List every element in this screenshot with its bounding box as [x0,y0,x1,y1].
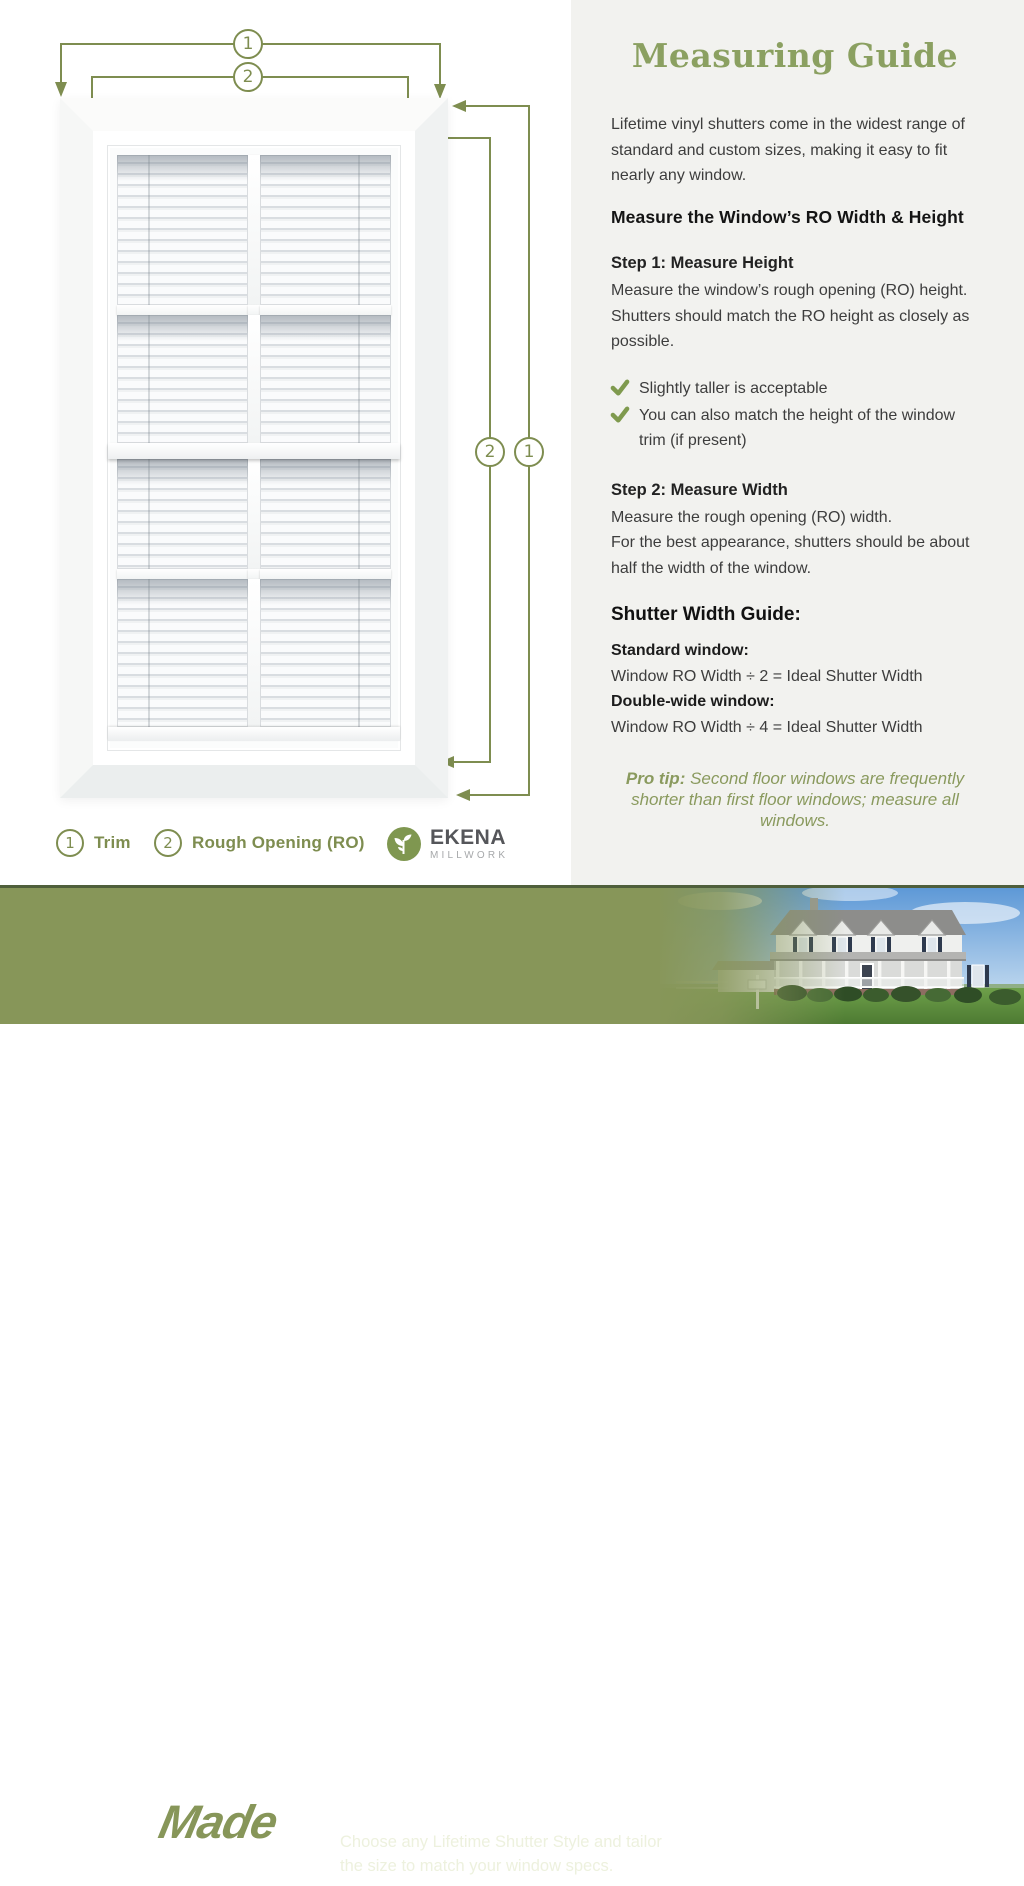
intro-paragraph: Lifetime vinyl shutters come in the widest range of standard and custom sizes, making it easy to fit nearly any window. [611,116,965,184]
mullion [248,459,260,569]
step1-body: Measure the window’s rough opening (RO) height. Shutters should match the RO height as closely as possible. [611,282,970,350]
logo-made-box [146,1793,295,1852]
banner-top-line [0,885,1024,888]
step1-heading: Step 1: Measure Height [611,254,794,272]
window-sill [108,727,400,741]
pro-tip [611,768,979,831]
logo-text-tailor: Tailor [28,1796,149,1849]
callout-2-right [475,437,505,467]
brand-banner [0,885,1024,1885]
callout-1-top [233,29,263,59]
width-guide-heading: Shutter Width Guide: [611,604,801,625]
brand-subtitle: MILLWORK [430,850,509,861]
window-diagram-panel [0,0,571,885]
arrow-left-icon [452,100,466,112]
check-item [611,376,979,402]
brand-name: EKENA [430,826,507,849]
rough-opening [93,131,415,765]
legend-circle-1 [56,829,84,857]
window-pane [117,315,248,443]
width-guide-rows [611,638,979,740]
arrow-left-icon [456,789,470,801]
width-guide-label: Standard window: [611,642,749,659]
upper-sash [117,155,391,443]
mullion [248,569,260,579]
legend-item-trim [56,829,131,857]
window-pane [260,315,391,443]
muntin-rail [117,305,248,315]
arrow-down-icon [434,84,446,99]
logo-tagline: Tailored Vinyl Shutters [36,1857,312,1885]
legend-circle-2 [154,829,182,857]
callout-number: 1 [242,33,254,54]
check-item [611,403,979,454]
banner-headline: Do you have a unique window size? [340,1803,642,1823]
width-guide-label: Double-wide window: [611,693,775,710]
callout-number: 2 [484,441,496,462]
window-pane [260,459,391,569]
leaf-icon [386,826,422,862]
page-title: Measuring Guide [631,36,959,75]
window-frame [107,145,401,751]
check-icon [611,407,629,423]
guide-text-panel [571,0,1024,885]
check-rail [108,443,400,459]
callout-2-top [233,62,263,92]
check-icon [611,380,629,396]
callout-number: 2 [242,66,254,87]
tailormade-logo [28,1793,288,1852]
mullion [248,315,260,443]
arrow-down-icon [55,82,67,97]
ekena-wordmark [430,827,508,861]
banner-body: Choose any Lifetime Shutter Style and tailor the size to match your window specs. [340,1833,662,1875]
lower-sash [117,459,391,727]
check-list [611,376,979,454]
window-pane [260,579,391,727]
photo-blend-gradient [655,885,845,1024]
muntin-rail [260,569,391,579]
mullion [248,579,260,727]
window-pane [117,459,248,569]
section-heading: Measure the Window’s RO Width & Height [611,207,964,227]
window-pane [260,155,391,305]
step2-heading: Step 2: Measure Width [611,481,788,499]
mullion [248,305,260,315]
callout-number: 1 [523,441,535,462]
window-pane [117,579,248,727]
width-guide-formula: Window RO Width ÷ 2 = Ideal Shutter Width [611,667,923,685]
mullion [248,155,260,305]
ekena-logo [386,826,508,862]
check-text: Slightly taller is acceptable [639,380,828,397]
banner-text [340,1803,685,1878]
step2-line2: For the best appearance, shutters should be about half the width of the window. [611,534,970,577]
legend-number: 1 [65,834,75,852]
legend-label: Trim [94,833,131,852]
pro-tip-label: Pro tip: [625,769,686,788]
muntin-rail [117,569,248,579]
window-pane [117,155,248,305]
width-guide-formula: Window RO Width ÷ 4 = Ideal Shutter Width [611,718,923,736]
legend-label: Rough Opening (RO) [192,833,365,852]
legend-number: 2 [163,834,173,852]
check-text: You can also match the height of the window trim (if present) [639,406,956,449]
window-sashes [117,155,391,741]
window-trim [60,98,448,798]
callout-1-right [514,437,544,467]
pro-tip-text: Second floor windows are frequently shorter than first floor windows; measure all windows. [631,769,965,830]
muntin-rail [260,305,391,315]
legend-item-rough-opening [154,829,365,857]
logo-text-made: Made [154,1795,283,1848]
step2-line1: Measure the rough opening (RO) width. [611,509,893,526]
